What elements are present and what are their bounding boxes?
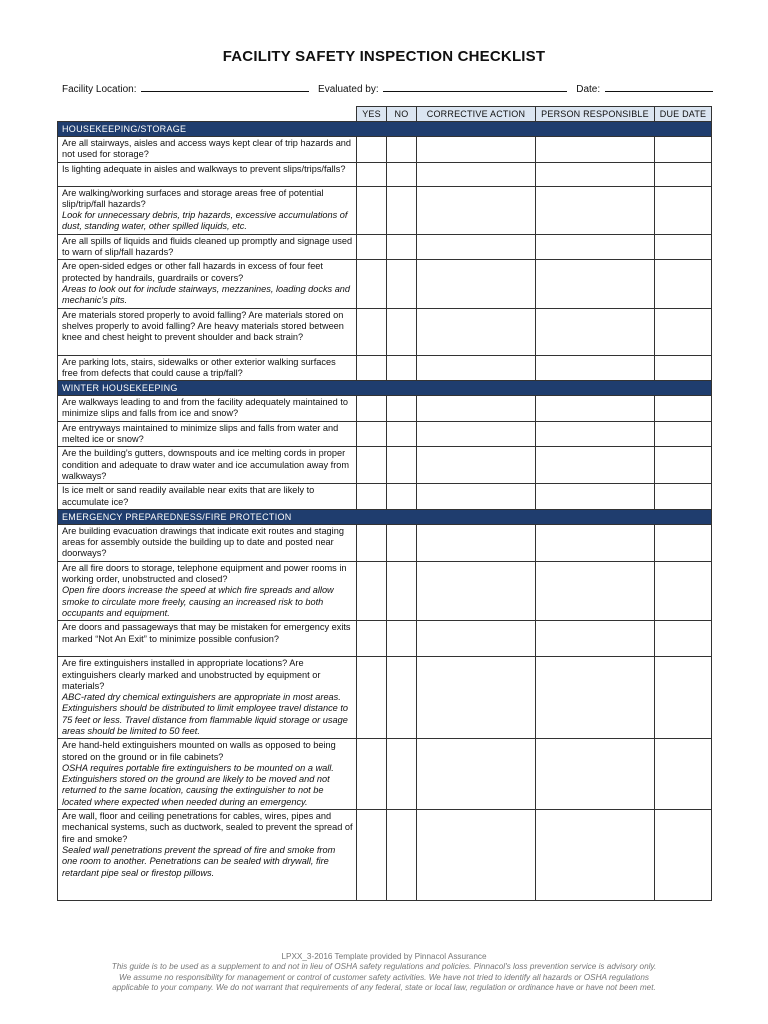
corrective-action-cell[interactable]	[417, 484, 536, 510]
question-text: Are all spills of liquids and fluids cleaned up promptly and signage used to warn of slip/fall hazards?	[62, 235, 353, 258]
corrective-action-cell[interactable]	[417, 447, 536, 484]
due-date-cell[interactable]	[655, 561, 712, 620]
due-date-cell[interactable]	[655, 260, 712, 308]
question-text: Are open-sided edges or other fall hazards in excess of four feet protected by handrails, guardrails or covers?	[62, 261, 323, 283]
question-cell	[58, 260, 357, 308]
question-text: Are wall, floor and ceiling penetrations for cables, wires, pipes and mechanical systems, such as ductwork, sealed to prevent the spread of fire and smoke?	[62, 811, 353, 844]
no-cell[interactable]	[387, 524, 417, 561]
date-field[interactable]	[605, 82, 713, 92]
corrective-action-cell[interactable]	[417, 561, 536, 620]
corrective-action-cell[interactable]	[417, 396, 536, 422]
table-row	[58, 396, 712, 422]
yes-cell[interactable]	[357, 396, 387, 422]
yes-cell[interactable]	[357, 260, 387, 308]
question-text: Are doors and passageways that may be mistaken for emergency exits marked “Not An Exit” to minimize possible confusion?	[62, 622, 351, 644]
table-row	[58, 421, 712, 447]
question-text: Is ice melt or sand readily available near exits that are likely to accumulate ice?	[62, 485, 315, 507]
no-cell[interactable]	[387, 355, 417, 381]
question-cell	[58, 484, 357, 510]
corrective-action-cell[interactable]	[417, 621, 536, 657]
corrective-action-cell[interactable]	[417, 739, 536, 810]
table-row	[58, 447, 712, 484]
question-note: Open fire doors increase the speed at which fire spreads and allow smoke to circulate more freely, causing an increased risk to both occupants and equipment.	[62, 585, 334, 618]
person-responsible-cell[interactable]	[536, 137, 655, 163]
person-responsible-cell[interactable]	[536, 260, 655, 308]
due-date-cell[interactable]	[655, 739, 712, 810]
table-row	[58, 561, 712, 620]
yes-cell[interactable]	[357, 810, 387, 901]
corrective-action-cell[interactable]	[417, 524, 536, 561]
corrective-action-cell[interactable]	[417, 421, 536, 447]
person-responsible-cell[interactable]	[536, 234, 655, 260]
question-cell	[58, 186, 357, 234]
question-cell	[58, 396, 357, 422]
no-cell[interactable]	[387, 739, 417, 810]
question-text: Are walkways leading to and from the facility adequately maintained to minimize slips and falls from ice and snow?	[62, 397, 348, 419]
date-label: Date:	[576, 84, 601, 95]
no-cell[interactable]	[387, 421, 417, 447]
section-header-row	[58, 509, 712, 524]
due-date-cell[interactable]	[655, 186, 712, 234]
yes-cell[interactable]	[357, 308, 387, 355]
facility-location-label: Facility Location:	[62, 84, 137, 95]
yes-cell[interactable]	[357, 657, 387, 739]
due-date-cell[interactable]	[655, 810, 712, 901]
due-date-cell[interactable]	[655, 621, 712, 657]
due-date-cell[interactable]	[655, 484, 712, 510]
question-text: Are building evacuation drawings that indicate exit routes and staging areas for assembly outside the building up to date and posted near doorways?	[62, 525, 344, 559]
question-text: Are entryways maintained to minimize slips and falls from water and melted ice or snow?	[62, 422, 339, 445]
inspection-checklist-table	[57, 106, 712, 901]
footer-disclaimer-line-1: This guide is to be used as a supplement to and not in lieu of OSHA safety regulations and policies. Pinnacol's loss prevention service is advisory only.	[111, 962, 657, 972]
table-row	[58, 137, 712, 163]
question-cell	[58, 355, 357, 381]
question-text: Are materials stored properly to avoid falling? Are materials stored on shelves properly to avoid falling? Are heavy materials stored between knee and chest height to prevent shoulder and back strain?	[62, 309, 344, 343]
question-note: OSHA requires portable fire extinguishers to be mounted on a wall. Extinguishers stored on the ground are likely to be moved and not returned to the same location, causing the extinguisher to not be located where expected when needed during an emergency.	[62, 762, 334, 807]
due-date-cell[interactable]	[655, 421, 712, 447]
footer	[0, 952, 768, 994]
footer-template-line: LPXX_3-2016 Template provided by Pinnacol Assurance	[281, 952, 487, 961]
person-responsible-cell[interactable]	[536, 484, 655, 510]
table-row	[58, 308, 712, 355]
due-date-cell[interactable]	[655, 355, 712, 381]
no-cell[interactable]	[387, 396, 417, 422]
table-row	[58, 739, 712, 810]
question-cell	[58, 308, 357, 355]
question-text: Are all fire doors to storage, telephone equipment and power rooms in working order, unobstructed and closed?	[62, 562, 347, 585]
evaluated-by-field[interactable]	[383, 82, 567, 92]
person-responsible-cell[interactable]	[536, 621, 655, 657]
yes-cell[interactable]	[357, 234, 387, 260]
table-row	[58, 186, 712, 234]
table-row	[58, 234, 712, 260]
yes-cell[interactable]	[357, 355, 387, 381]
question-text: Are hand-held extinguishers mounted on walls as opposed to being stored on the ground or in file cabinets?	[62, 740, 336, 762]
due-date-cell[interactable]	[655, 396, 712, 422]
column-header-person-responsible: PERSON RESPONSIBLE	[536, 107, 655, 122]
header-fields	[62, 82, 719, 95]
question-note: Sealed wall penetrations prevent the spread of fire and smoke from one room to another. Penetrations can be sealed with drywall, fire retardant pipe seal or firestop pillows.	[62, 844, 336, 878]
question-text: Are fire extinguishers installed in appropriate locations? Are extinguishers clearly marked and unobstructed by equipment or materials?	[62, 658, 321, 691]
section-title: WINTER HOUSEKEEPING	[58, 381, 712, 396]
due-date-cell[interactable]	[655, 447, 712, 484]
yes-cell[interactable]	[357, 137, 387, 163]
due-date-cell[interactable]	[655, 234, 712, 260]
column-header-due-date: DUE DATE	[655, 107, 712, 122]
column-header-no: NO	[387, 107, 417, 122]
question-text: Are parking lots, stairs, sidewalks or other exterior walking surfaces free from defects that could cause a trip/fall?	[62, 356, 336, 378]
yes-cell[interactable]	[357, 447, 387, 484]
table-row	[58, 260, 712, 308]
corrective-action-cell[interactable]	[417, 162, 536, 186]
question-text: Are walking/working surfaces and storage areas free of potential slip/trip/fall hazards?	[62, 187, 324, 209]
evaluated-by-label: Evaluated by:	[318, 84, 379, 95]
question-cell	[58, 234, 357, 260]
question-text: Are all stairways, aisles and access ways kept clear of trip hazards and not used for storage?	[62, 138, 352, 160]
no-cell[interactable]	[387, 447, 417, 484]
person-responsible-cell[interactable]	[536, 810, 655, 901]
corrective-action-cell[interactable]	[417, 810, 536, 901]
table-row	[58, 162, 712, 186]
due-date-cell[interactable]	[655, 308, 712, 355]
section-header-row	[58, 122, 712, 137]
person-responsible-cell[interactable]	[536, 739, 655, 810]
no-cell[interactable]	[387, 162, 417, 186]
corrective-action-cell[interactable]	[417, 308, 536, 355]
question-cell	[58, 162, 357, 186]
person-responsible-cell[interactable]	[536, 355, 655, 381]
footer-disclaimer-line-3: applicable to your company. We do not warrant that requirements of any federal, state or local law, regulation or ordinance have or have not been met.	[112, 983, 656, 993]
no-cell[interactable]	[387, 234, 417, 260]
question-note: Look for unnecessary debris, trip hazards, excessive accumulations of dust, standing water, other spilled liquids, etc.	[62, 210, 348, 232]
yes-cell[interactable]	[357, 162, 387, 186]
question-cell	[58, 137, 357, 163]
corrective-action-cell[interactable]	[417, 234, 536, 260]
person-responsible-cell[interactable]	[536, 561, 655, 620]
due-date-cell[interactable]	[655, 657, 712, 739]
question-cell	[58, 561, 357, 620]
table-row	[58, 810, 712, 901]
table-header-row	[58, 107, 712, 122]
no-cell[interactable]	[387, 186, 417, 234]
person-responsible-cell[interactable]	[536, 186, 655, 234]
no-cell[interactable]	[387, 810, 417, 901]
question-note: Areas to look out for include stairways, mezzanines, loading docks and mechanic's pits.	[62, 283, 351, 306]
yes-cell[interactable]	[357, 739, 387, 810]
person-responsible-cell[interactable]	[536, 308, 655, 355]
column-header-yes: YES	[357, 107, 387, 122]
person-responsible-cell[interactable]	[536, 447, 655, 484]
page-title: FACILITY SAFETY INSPECTION CHECKLIST	[222, 48, 546, 65]
question-text: Is lighting adequate in aisles and walkways to prevent slips/trips/falls?	[62, 163, 346, 174]
facility-location-field[interactable]	[141, 82, 309, 92]
question-cell	[58, 421, 357, 447]
section-title: EMERGENCY PREPAREDNESS/FIRE PROTECTION	[58, 509, 712, 524]
yes-cell[interactable]	[357, 524, 387, 561]
due-date-cell[interactable]	[655, 137, 712, 163]
question-cell	[58, 810, 357, 901]
table-row	[58, 355, 712, 381]
section-title: HOUSEKEEPING/STORAGE	[58, 122, 712, 137]
section-header-row	[58, 381, 712, 396]
yes-cell[interactable]	[357, 621, 387, 657]
person-responsible-cell[interactable]	[536, 657, 655, 739]
corrective-action-cell[interactable]	[417, 355, 536, 381]
table-row	[58, 657, 712, 739]
due-date-cell[interactable]	[655, 524, 712, 561]
yes-cell[interactable]	[357, 421, 387, 447]
no-cell[interactable]	[387, 260, 417, 308]
person-responsible-cell[interactable]	[536, 421, 655, 447]
yes-cell[interactable]	[357, 186, 387, 234]
question-note: ABC-rated dry chemical extinguishers are appropriate in most areas. Extinguishers should be distributed to limit employee travel distance to 75 feet or less. Travel distance from flammable liquid storage or usage areas should be limited to 50 feet.	[62, 692, 348, 736]
person-responsible-cell[interactable]	[536, 524, 655, 561]
question-column-header	[58, 107, 357, 122]
question-cell	[58, 524, 357, 561]
corrective-action-cell[interactable]	[417, 137, 536, 163]
no-cell[interactable]	[387, 137, 417, 163]
no-cell[interactable]	[387, 308, 417, 355]
corrective-action-cell[interactable]	[417, 186, 536, 234]
due-date-cell[interactable]	[655, 162, 712, 186]
footer-disclaimer-line-2: We assume no responsibility for management or control of customer safety activities. We have not tried to identify all hazards or OSHA regulations	[118, 972, 649, 982]
person-responsible-cell[interactable]	[536, 162, 655, 186]
table-row	[58, 524, 712, 561]
table-row	[58, 621, 712, 657]
yes-cell[interactable]	[357, 561, 387, 620]
corrective-action-cell[interactable]	[417, 260, 536, 308]
column-header-corrective-action: CORRECTIVE ACTION	[417, 107, 536, 122]
question-cell	[58, 739, 357, 810]
no-cell[interactable]	[387, 657, 417, 739]
no-cell[interactable]	[387, 484, 417, 510]
question-cell	[58, 621, 357, 657]
person-responsible-cell[interactable]	[536, 396, 655, 422]
no-cell[interactable]	[387, 561, 417, 620]
yes-cell[interactable]	[357, 484, 387, 510]
question-cell	[58, 657, 357, 739]
corrective-action-cell[interactable]	[417, 657, 536, 739]
no-cell[interactable]	[387, 621, 417, 657]
table-row	[58, 484, 712, 510]
question-cell	[58, 447, 357, 484]
question-text: Are the building's gutters, downspouts and ice melting cords in proper condition and adequate to draw water and ice accumulation away from walkways?	[62, 448, 350, 481]
